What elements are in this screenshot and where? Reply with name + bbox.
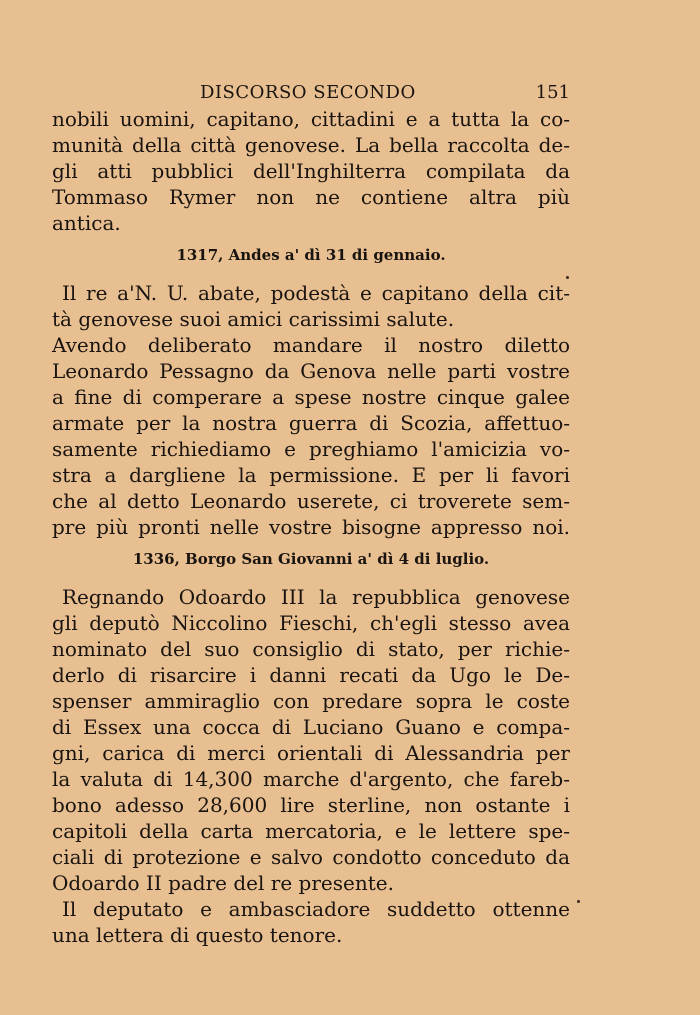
text-line: di Essex una cocca di Luciano Guano e compa- bbox=[52, 715, 570, 739]
running-head bbox=[52, 80, 570, 106]
ink-speck bbox=[577, 900, 580, 903]
text-line: nominato del suo consiglio di stato, per richie- bbox=[52, 637, 570, 661]
text-line: Leonardo Pessagno da Genova nelle parti vostre bbox=[52, 359, 570, 383]
text-line: samente richiediamo e preghiamo l'amicizia vo- bbox=[52, 437, 570, 461]
paragraph-narrative bbox=[52, 584, 570, 948]
text-line: Regnando Odoardo III la repubblica genovese bbox=[62, 585, 570, 609]
text-line: a fine di comperare a spese nostre cinque galee bbox=[52, 385, 570, 409]
text-line: gli deputò Niccolino Fieschi, ch'egli stesso avea bbox=[52, 611, 570, 635]
text-line: Tommaso Rymer non ne contiene altra più bbox=[52, 185, 570, 209]
paragraph-intro bbox=[52, 106, 570, 236]
text-line: derlo di risarcire i danni recati da Ugo le De- bbox=[52, 663, 570, 687]
text-line: tà genovese suoi amici carissimi salute. bbox=[52, 307, 455, 331]
running-title: DISCORSO SECONDO bbox=[200, 82, 416, 103]
text-line: Il re a'N. U. abate, podestà e capitano della cit- bbox=[62, 281, 570, 305]
ink-speck bbox=[566, 276, 569, 279]
page-number: 151 bbox=[535, 82, 570, 103]
text-line: capitoli della carta mercatoria, e le lettere spe- bbox=[52, 819, 570, 843]
text-line: pre più pronti nelle vostre bisogne appresso noi. bbox=[52, 515, 570, 539]
text-line: una lettera di questo tenore. bbox=[52, 923, 343, 947]
text-line: Il deputato e ambasciadore suddetto ottenne bbox=[62, 897, 570, 921]
text-line: gni, carica di merci orientali di Alessandria per bbox=[52, 741, 570, 765]
text-line: antica. bbox=[52, 211, 121, 235]
letter-text bbox=[52, 280, 570, 540]
text-line: bono adesso 28,600 lire sterline, non ostante i bbox=[52, 793, 570, 817]
text-line: Avendo deliberato mandare il nostro diletto bbox=[52, 333, 570, 357]
text-line: la valuta di 14,300 marche d'argento, che fareb- bbox=[52, 767, 570, 791]
text-line: spenser ammiraglio con predare sopra le coste bbox=[52, 689, 570, 713]
text-line: nobili uomini, capitano, cittadini e a tutta la co- bbox=[52, 107, 570, 131]
text-line: munità della città genovese. La bella raccolta de- bbox=[52, 133, 570, 157]
text-line: gli atti pubblici dell'Inghilterra compilata da bbox=[52, 159, 570, 183]
text-line: stra a dargliene la permissione. E per li favori bbox=[52, 463, 570, 487]
dateline: 1336, Borgo San Giovanni a' dì 4 di luglio. bbox=[132, 550, 490, 568]
dateline: 1317, Andes a' dì 31 di gennaio. bbox=[176, 246, 446, 264]
text-line: Odoardo II padre del re presente. bbox=[52, 871, 394, 895]
text-line: ciali di protezione e salvo condotto conceduto da bbox=[52, 845, 570, 869]
text-line: armate per la nostra guerra di Scozia, affettuo- bbox=[52, 411, 570, 435]
text-line: che al detto Leonardo userete, ci troverete sem- bbox=[52, 489, 570, 513]
book-page bbox=[52, 80, 570, 948]
